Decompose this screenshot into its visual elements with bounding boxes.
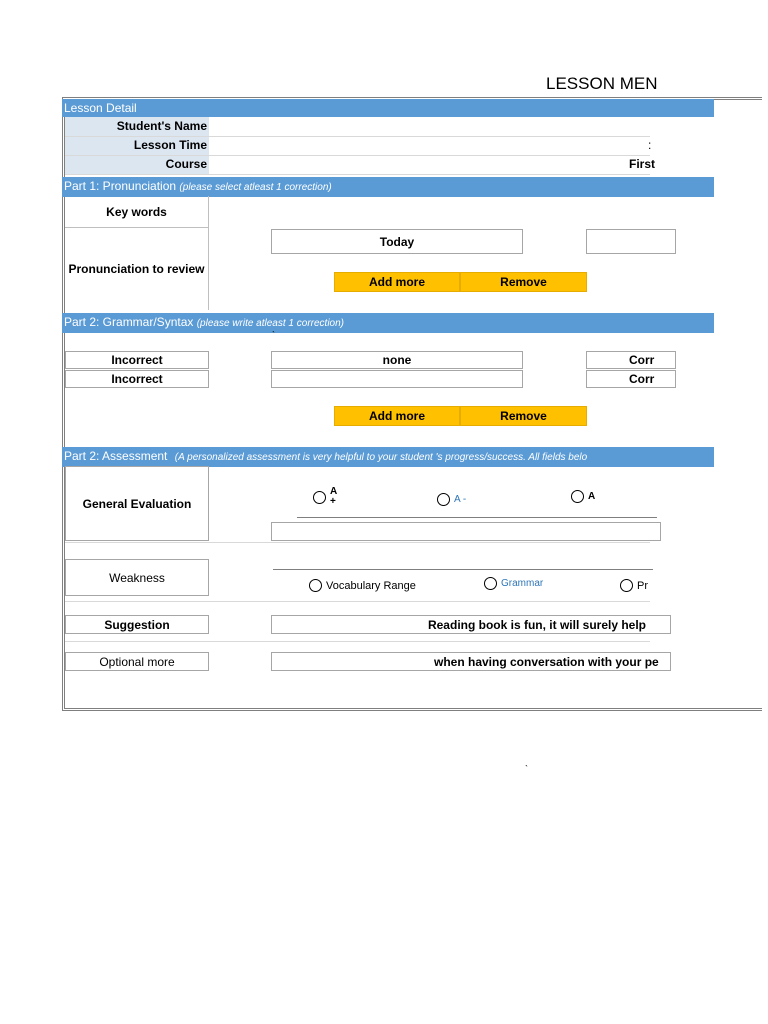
weakness-option-label: Pr bbox=[637, 579, 648, 592]
stray-tick: ` bbox=[272, 330, 275, 340]
course-value: First bbox=[629, 157, 656, 171]
correct-label-2 bbox=[586, 370, 676, 388]
optional-more-label: Optional more bbox=[65, 652, 209, 671]
grade-label: A bbox=[330, 486, 338, 497]
suggestion-value: Reading book is fun, it will surely help bbox=[427, 617, 646, 632]
general-evaluation-comment[interactable] bbox=[271, 522, 661, 541]
incorrect-field-2[interactable] bbox=[271, 370, 523, 388]
incorrect-field-1[interactable]: none bbox=[271, 351, 523, 369]
lesson-time-value: : bbox=[648, 138, 652, 152]
keywords-cell bbox=[65, 196, 209, 228]
lesson-detail-header bbox=[62, 99, 714, 117]
part2-assessment-header bbox=[62, 447, 714, 467]
grade-label: A - bbox=[454, 494, 467, 505]
correct-label-text: Corr bbox=[629, 353, 655, 367]
part1-title: Part 1: Pronunciation bbox=[64, 179, 177, 193]
keywords-label: Key words bbox=[106, 204, 167, 219]
grade-option-a-minus[interactable] bbox=[437, 493, 466, 506]
weakness-divider bbox=[273, 569, 653, 570]
radio-icon bbox=[309, 579, 322, 592]
weakness-option-grammar[interactable] bbox=[484, 577, 543, 590]
weakness-option-pronunciation[interactable] bbox=[620, 579, 648, 592]
optional-more-value: when having conversation with your pe bbox=[434, 654, 659, 669]
lesson-time-label: Lesson Time bbox=[133, 138, 207, 152]
course-field[interactable] bbox=[210, 156, 656, 173]
correct-label-1 bbox=[586, 351, 676, 369]
part2-grammar-note: (please write atleast 1 correction) bbox=[196, 318, 345, 329]
weakness-option-label: Vocabulary Range bbox=[326, 579, 416, 592]
part1-note: (please select atleast 1 correction) bbox=[179, 182, 332, 193]
row-divider bbox=[65, 601, 650, 602]
weakness-option-vocabulary[interactable] bbox=[309, 579, 416, 592]
grade-sub: + bbox=[330, 496, 336, 507]
part2-grammar-title: Part 2: Grammar/Syntax bbox=[64, 315, 194, 329]
suggestion-field[interactable] bbox=[271, 615, 671, 634]
radio-icon bbox=[571, 490, 584, 503]
part2-grammar-header bbox=[62, 313, 714, 333]
general-evaluation-label: General Evaluation bbox=[65, 466, 209, 541]
part2-assessment-note: (A personalized assessment is very helpful to your student 's progress/success. All fields belo bbox=[174, 452, 588, 463]
optional-more-field[interactable] bbox=[271, 652, 671, 671]
radio-icon bbox=[313, 491, 326, 504]
pronunciation-add-more-button[interactable]: Add more bbox=[334, 272, 460, 292]
incorrect-label-1: Incorrect bbox=[65, 351, 209, 369]
pronunciation-word-1[interactable]: Today bbox=[271, 229, 523, 254]
incorrect-label-2: Incorrect bbox=[65, 370, 209, 388]
stray-mark: ` bbox=[525, 764, 528, 774]
lesson-time-field[interactable] bbox=[210, 137, 650, 154]
lesson-detail-title: Lesson Detail bbox=[64, 101, 137, 115]
review-cell bbox=[65, 228, 209, 310]
grade-label: A bbox=[588, 491, 596, 502]
grade-option-a-plus[interactable] bbox=[313, 487, 337, 507]
suggestion-label: Suggestion bbox=[65, 615, 209, 634]
grade-option-a[interactable] bbox=[571, 490, 595, 503]
row-divider bbox=[65, 174, 650, 175]
grammar-remove-button[interactable]: Remove bbox=[460, 406, 587, 426]
radio-icon bbox=[484, 577, 497, 590]
page-title: LESSON MEN bbox=[546, 74, 658, 93]
course-label: Course bbox=[165, 157, 207, 171]
review-label: Pronunciation to review bbox=[68, 262, 205, 276]
evaluation-divider bbox=[297, 517, 657, 518]
weakness-label: Weakness bbox=[65, 559, 209, 596]
part2-assessment-title: Part 2: Assessment bbox=[64, 449, 168, 463]
correct-label-text: Corr bbox=[629, 372, 655, 386]
pronunciation-word-2[interactable] bbox=[586, 229, 676, 254]
row-divider bbox=[65, 542, 650, 543]
student-name-label: Student's Name bbox=[116, 119, 207, 133]
grammar-add-more-button[interactable]: Add more bbox=[334, 406, 460, 426]
part1-header bbox=[62, 177, 714, 197]
pronunciation-remove-button[interactable]: Remove bbox=[460, 272, 587, 292]
radio-icon bbox=[620, 579, 633, 592]
student-name-field[interactable] bbox=[210, 118, 650, 135]
weakness-option-label: Grammar bbox=[501, 578, 544, 589]
row-divider bbox=[65, 641, 650, 642]
radio-icon bbox=[437, 493, 450, 506]
